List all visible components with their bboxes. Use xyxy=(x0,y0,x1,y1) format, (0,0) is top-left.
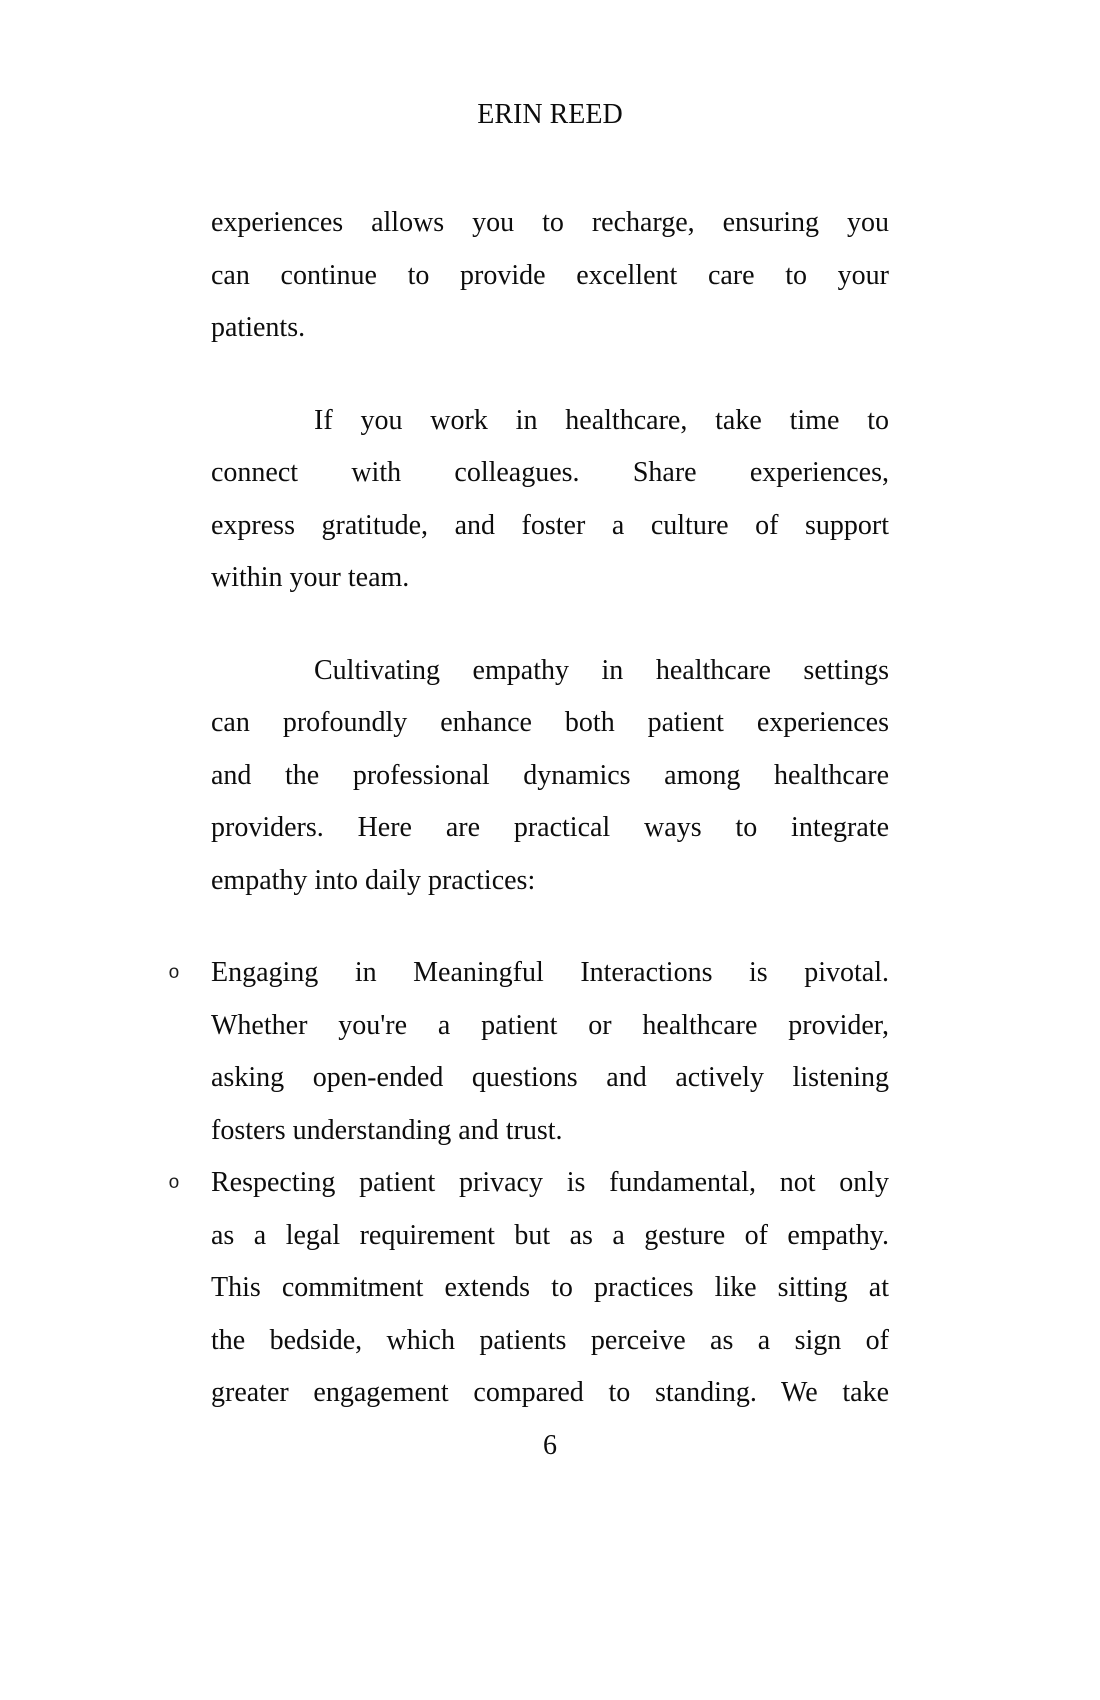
text-line: Cultivating empathy in healthcare settings xyxy=(314,654,889,686)
paragraph xyxy=(211,645,889,908)
text-line: Whether you're a patient or healthcare provider, xyxy=(211,1009,889,1041)
running-header: ERIN REED xyxy=(477,99,623,130)
bullet-list xyxy=(168,947,889,1420)
list-item xyxy=(168,1157,889,1420)
list-item xyxy=(168,947,889,1157)
text-line: experiences allows you to recharge, ensuring you xyxy=(211,207,889,238)
text-line: can continue to provide excellent care to your xyxy=(211,259,889,291)
page-content xyxy=(168,0,889,1472)
text-line: empathy into daily practices: xyxy=(211,864,536,896)
text-line: greater engagement compared to standing. We take xyxy=(211,1377,889,1408)
text-line: the bedside, which patients perceive as a sign of xyxy=(211,1324,889,1356)
paragraph xyxy=(211,395,889,605)
text-line: and the professional dynamics among healthcare xyxy=(211,759,889,791)
text-line: This commitment extends to practices like sitting at xyxy=(211,1272,889,1303)
text-line: If you work in healthcare, take time to xyxy=(314,404,889,436)
paragraph xyxy=(211,197,889,355)
bullet-marker: o xyxy=(168,962,180,984)
text-line: patients. xyxy=(211,312,306,343)
bullet-marker: o xyxy=(168,1172,180,1194)
text-line: as a legal requirement but as a gesture of empathy. xyxy=(211,1219,889,1251)
text-line: within your team. xyxy=(211,562,410,593)
text-line: express gratitude, and foster a culture of support xyxy=(211,509,889,541)
text-line: providers. Here are practical ways to integrate xyxy=(211,812,889,843)
text-line: Engaging in Meaningful Interactions is pivotal. xyxy=(211,957,889,988)
text-line: can profoundly enhance both patient experiences xyxy=(211,707,889,738)
text-line: Respecting patient privacy is fundamental, not only xyxy=(211,1167,889,1198)
text-line: fosters understanding and trust. xyxy=(211,1114,563,1146)
text-line: connect with colleagues. Share experiences, xyxy=(211,457,889,488)
text-line: asking open-ended questions and actively listening xyxy=(211,1062,889,1093)
page-number: 6 xyxy=(543,1429,557,1461)
